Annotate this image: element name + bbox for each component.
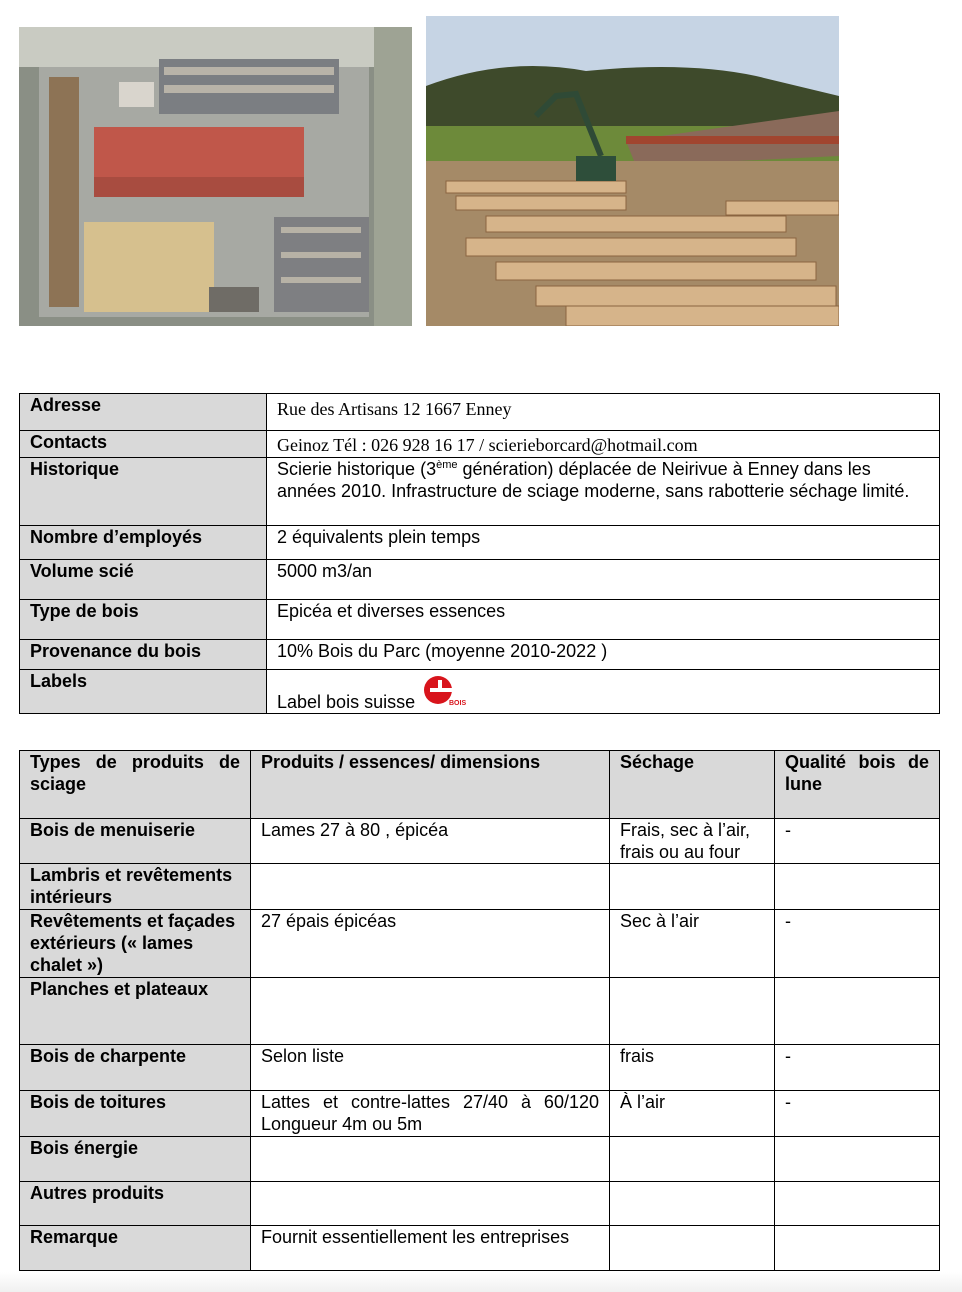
history-text-1: Scierie historique (3 <box>277 459 437 479</box>
employees-row <box>20 526 940 560</box>
row-moon <box>775 864 940 910</box>
table-row <box>20 1137 940 1182</box>
labels-text: Label bois suisse <box>277 692 416 712</box>
wood-type-value: Epicéa et diverses essences <box>267 600 940 640</box>
labels-row <box>20 670 940 714</box>
row-drying: frais <box>610 1045 775 1091</box>
row-moon: - <box>775 819 940 864</box>
origin-value: 10% Bois du Parc (moyenne 2010-2022 ) <box>267 640 940 670</box>
volume-value: 5000 m3/an <box>267 560 940 600</box>
row-type: Planches et plateaux <box>20 978 251 1045</box>
volume-row <box>20 560 940 600</box>
origin-label: Provenance du bois <box>20 640 267 670</box>
row-products <box>251 1182 610 1226</box>
row-moon: - <box>775 910 940 978</box>
history-label: Historique <box>20 458 267 526</box>
table-row <box>20 819 940 864</box>
address-label: Adresse <box>20 394 267 431</box>
table-row <box>20 1226 940 1271</box>
row-drying: Sec à l’air <box>610 910 775 978</box>
row-drying <box>610 978 775 1045</box>
row-type: Remarque <box>20 1226 251 1271</box>
employees-label: Nombre d’employés <box>20 526 267 560</box>
row-drying <box>610 1182 775 1226</box>
header-type-text: Types de produits de sciage <box>30 752 240 794</box>
logo-text: BOIS <box>449 700 467 707</box>
history-row <box>20 458 940 526</box>
history-superscript: ème <box>436 459 458 471</box>
info-table <box>19 393 940 714</box>
history-value <box>267 458 940 526</box>
row-drying <box>610 1226 775 1271</box>
table-row <box>20 1182 940 1226</box>
row-drying <box>610 1137 775 1182</box>
table-row <box>20 864 940 910</box>
page-bottom-edge <box>0 1272 962 1292</box>
table-row <box>20 978 940 1045</box>
products-table <box>19 750 940 1271</box>
row-products <box>251 978 610 1045</box>
products-header-row <box>20 751 940 819</box>
address-value: Rue des Artisans 12 1667 Enney <box>267 394 940 431</box>
row-type: Autres produits <box>20 1182 251 1226</box>
row-products: Fournit essentiellement les entreprises <box>251 1226 610 1271</box>
header-type <box>20 751 251 819</box>
table-row <box>20 910 940 978</box>
row-products: Selon liste <box>251 1045 610 1091</box>
header-drying: Séchage <box>610 751 775 819</box>
row-type: Bois de menuiserie <box>20 819 251 864</box>
aerial-photo <box>19 27 412 326</box>
header-moon <box>775 751 940 819</box>
row-products <box>251 1137 610 1182</box>
row-products-text: Lattes et contre-lattes 27/40 à 60/120 Longueur 4m ou 5m <box>261 1092 599 1134</box>
history-text-2: génération) déplacée de Neirivue à Enney dans les années 2010. Infrastructure de sciage moderne, sans rabotterie séchage limité. <box>277 459 910 501</box>
labels-label: Labels <box>20 670 267 714</box>
wood-type-label: Type de bois <box>20 600 267 640</box>
contacts-value: Geinoz Tél : 026 928 16 17 / scierieborcard@hotmail.com <box>267 431 940 458</box>
employees-value: 2 équivalents plein temps <box>267 526 940 560</box>
header-products: Produits / essences/ dimensions <box>251 751 610 819</box>
row-moon: - <box>775 1045 940 1091</box>
row-moon <box>775 978 940 1045</box>
row-type: Bois énergie <box>20 1137 251 1182</box>
address-row <box>20 394 940 431</box>
labels-value <box>267 670 940 714</box>
row-drying: Frais, sec à l’air, frais ou au four <box>610 819 775 864</box>
origin-row <box>20 640 940 670</box>
table-row <box>20 1045 940 1091</box>
header-moon-text: Qualité bois de lune <box>785 752 929 794</box>
row-products: Lames 27 à 80 , épicéa <box>251 819 610 864</box>
row-moon: - <box>775 1091 940 1137</box>
volume-label: Volume scié <box>20 560 267 600</box>
contacts-row <box>20 431 940 458</box>
row-type: Lambris et revêtements intérieurs <box>20 864 251 910</box>
row-products <box>251 1091 610 1137</box>
row-type: Bois de charpente <box>20 1045 251 1091</box>
table-row <box>20 1091 940 1137</box>
row-products <box>251 864 610 910</box>
contacts-label: Contacts <box>20 431 267 458</box>
log-yard-photo <box>426 16 839 326</box>
row-type: Bois de toitures <box>20 1091 251 1137</box>
row-moon <box>775 1226 940 1271</box>
row-products: 27 épais épicéas <box>251 910 610 978</box>
row-drying: À l’air <box>610 1091 775 1137</box>
row-moon <box>775 1182 940 1226</box>
row-moon <box>775 1137 940 1182</box>
wood-type-row <box>20 600 940 640</box>
swiss-wood-logo <box>421 674 471 713</box>
row-drying <box>610 864 775 910</box>
row-type: Revêtements et façades extérieurs (« lames chalet ») <box>20 910 251 978</box>
